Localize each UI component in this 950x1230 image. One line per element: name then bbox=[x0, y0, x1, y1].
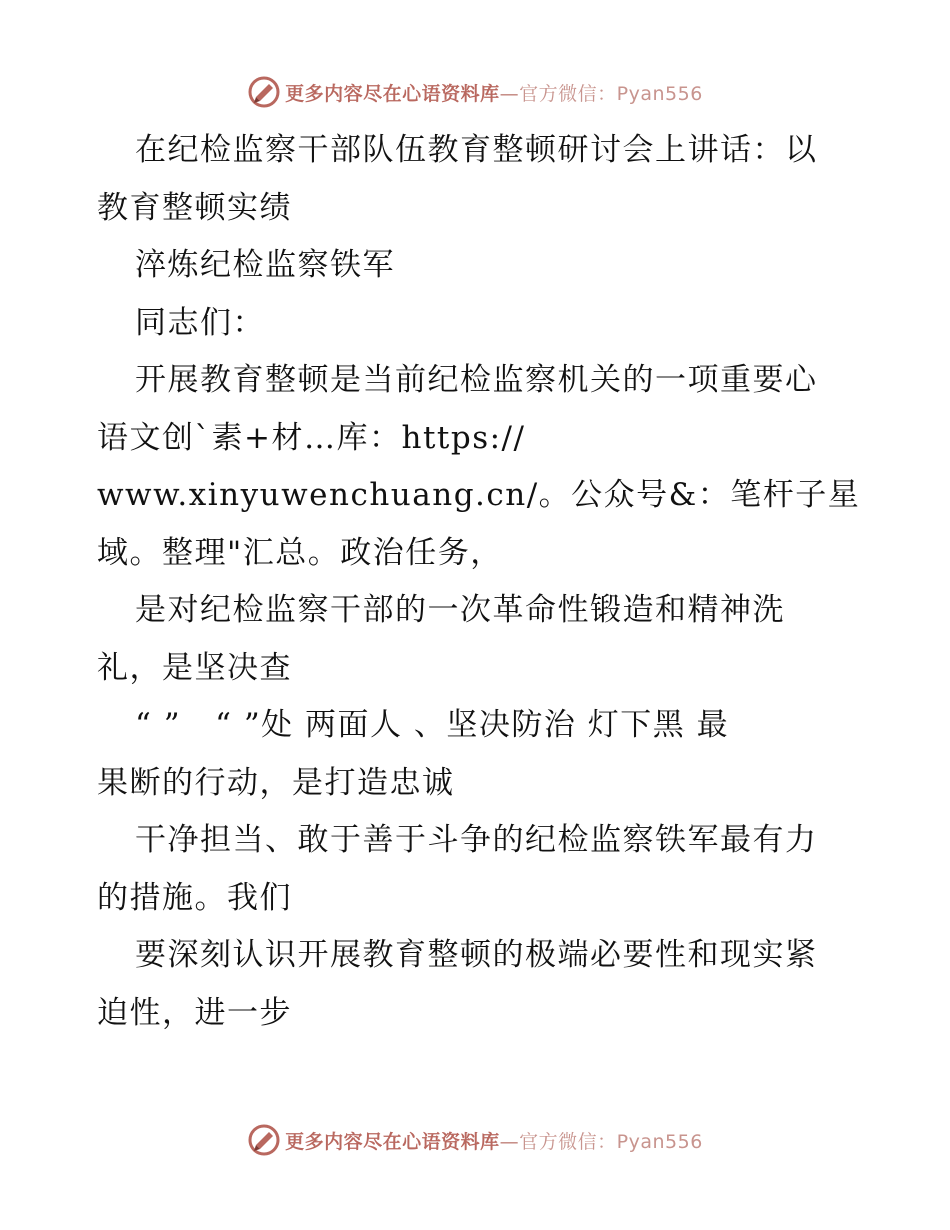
text-line: 礼，是坚决查 bbox=[97, 649, 292, 686]
text-line: 在纪检监察干部队伍教育整顿研讨会上讲话：以 bbox=[135, 132, 818, 168]
text-line: 同志们： bbox=[135, 304, 265, 341]
header-watermark bbox=[0, 72, 950, 112]
text-line: www.xinyuwenchuang.cn/。公众号&：笔杆子星 bbox=[97, 477, 861, 513]
text-line: 是对纪检监察干部的一次革命性锻造和精神洗 bbox=[135, 592, 785, 628]
text-line: 开展教育整顿是当前纪检监察机关的一项重要心 bbox=[135, 362, 818, 398]
pen-logo-icon bbox=[247, 75, 281, 109]
text-line: 干净担当、敢于善于斗争的纪检监察铁军最有力 bbox=[135, 822, 818, 858]
pen-logo-icon bbox=[247, 1123, 281, 1157]
footer-watermark bbox=[0, 1120, 950, 1160]
text-line: 的措施。我们 bbox=[97, 879, 292, 916]
text-line: 果断的行动，是打造忠诚 bbox=[97, 764, 455, 801]
text-line: 淬炼纪检监察铁军 bbox=[135, 247, 395, 283]
text-line: 迫性，进一步 bbox=[97, 994, 292, 1031]
text-line: 教育整顿实绩 bbox=[97, 189, 292, 226]
text-line: 要深刻认识开展教育整顿的极端必要性和现实紧 bbox=[135, 937, 818, 973]
text-line: 域。整理"汇总。政治任务， bbox=[97, 534, 503, 571]
text-line: “ ” “ ”处 两面人 、坚决防治 灯下黑 最 bbox=[135, 707, 730, 743]
watermark-text: 更多内容尽在心语资料库—官方微信：Pyan556 bbox=[285, 1130, 703, 1153]
text-line: 语文创`素+材…库：https:// bbox=[97, 419, 526, 456]
watermark-text: 更多内容尽在心语资料库—官方微信：Pyan556 bbox=[285, 82, 703, 105]
document-body bbox=[97, 122, 861, 1042]
